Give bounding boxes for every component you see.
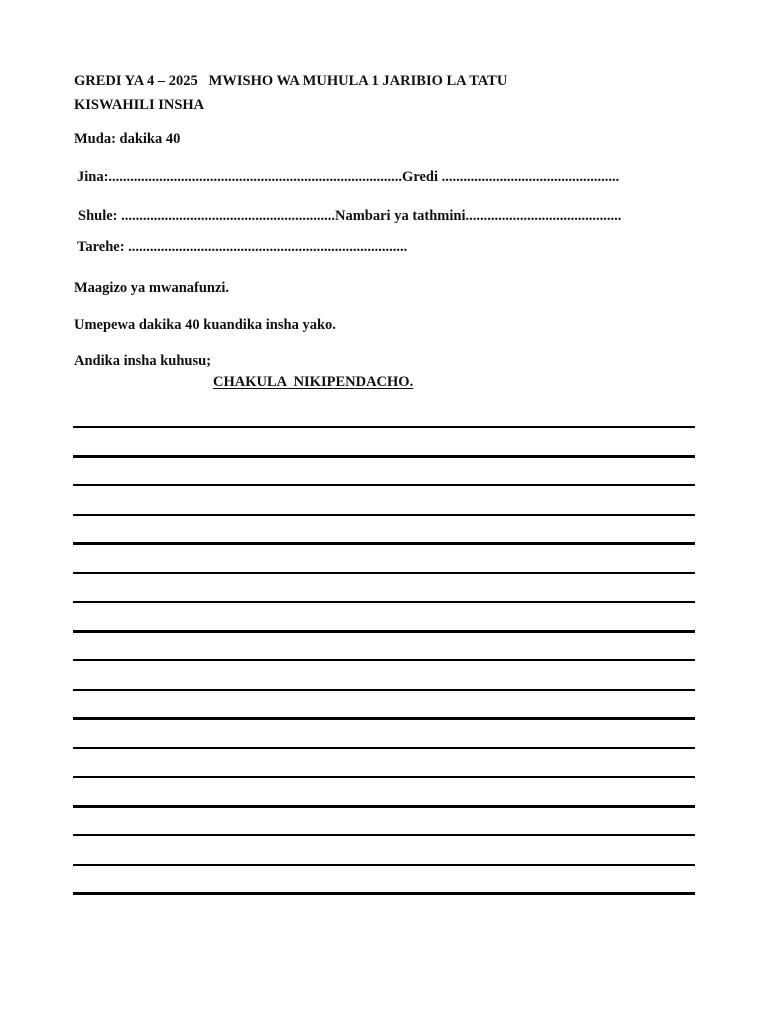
- writing-line: [73, 659, 695, 661]
- writing-line: [73, 630, 695, 633]
- instruction-write-essay: Andika insha kuhusu;: [74, 353, 212, 369]
- writing-line: [73, 455, 695, 458]
- exam-duration: Muda: dakika 40: [74, 131, 181, 147]
- school-assessment-number-field: Shule: ...........................................................Nambari ya tathmini...........................................: [78, 208, 622, 224]
- writing-line: [73, 689, 695, 691]
- date-field: Tarehe: .............................................................................: [77, 239, 408, 255]
- writing-line: [73, 864, 695, 866]
- instruction-time-allowed: Umepewa dakika 40 kuandika insha yako.: [74, 317, 336, 333]
- writing-line: [73, 601, 695, 603]
- writing-line: [73, 805, 695, 808]
- header-subject: KISWAHILI INSHA: [74, 97, 205, 113]
- writing-line: [73, 776, 695, 778]
- name-grade-field: Jina:.................................................................................Gredi .................................................: [77, 169, 620, 185]
- writing-lines: [73, 0, 695, 1024]
- writing-line: [73, 514, 695, 516]
- writing-line: [73, 834, 695, 836]
- header-exam-title: GREDI YA 4 – 2025 MWISHO WA MUHULA 1 JARIBIO LA TATU: [74, 73, 508, 89]
- writing-line: [73, 572, 695, 574]
- writing-line: [73, 542, 695, 545]
- writing-line: [73, 426, 695, 428]
- writing-line: [73, 484, 695, 486]
- writing-line: [73, 747, 695, 749]
- instructions-heading: Maagizo ya mwanafunzi.: [74, 280, 230, 296]
- writing-line: [73, 892, 695, 895]
- writing-line: [73, 717, 695, 720]
- essay-title: CHAKULA NIKIPENDACHO.: [213, 374, 414, 390]
